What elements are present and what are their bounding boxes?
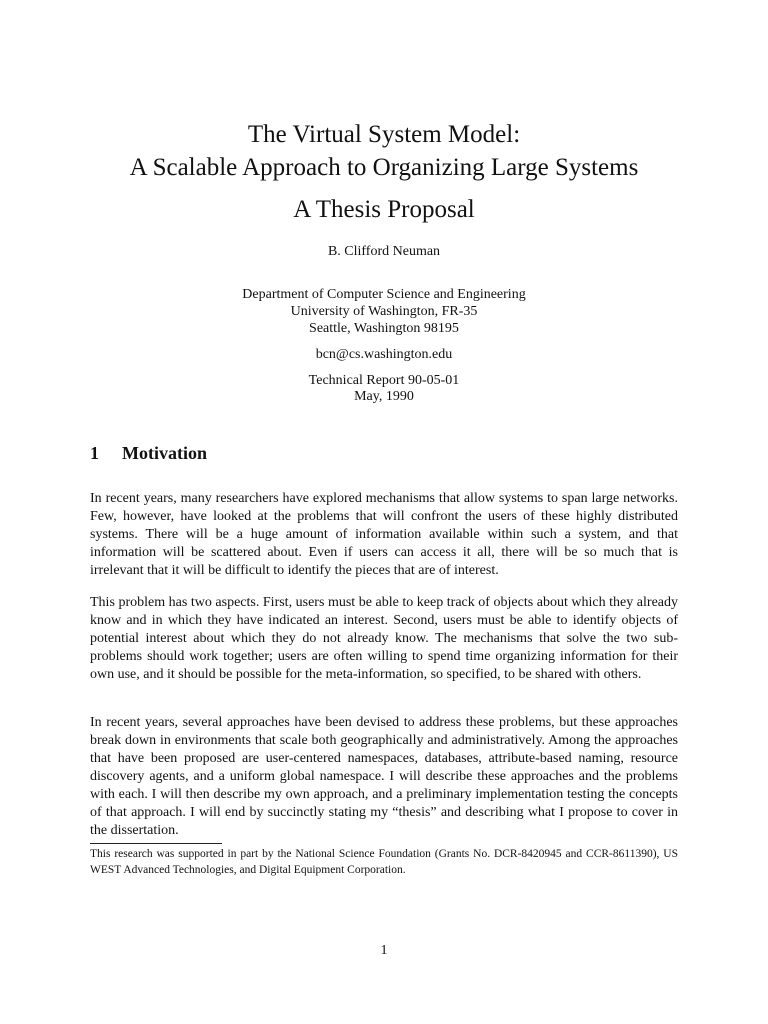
subtitle: A Thesis Proposal [293, 196, 475, 223]
report-number: Technical Report 90-05-01 [308, 373, 460, 388]
title-line-2: A Scalable Approach to Organizing Large Systems [129, 154, 639, 181]
title-line-1: The Virtual System Model: [247, 121, 521, 148]
email: bcn@cs.washington.edu [315, 347, 453, 362]
report-date: May, 1990 [354, 389, 414, 404]
paragraph-3: In recent years, several approaches have been devised to address these problems, but these approaches break down in environments that scale both geographically and administratively. Among the approaches that have been proposed are user-centered namespaces, databases, attribute-based naming, resource discovery agents, and a uniform global namespace. I will describe these approaches and the problems with each. I will then describe my own approach, and a preliminary implementation testing the concepts of that approach. I will end by succinctly stating my “thesis” and describing what I propose to cover in the dissertation. [90, 715, 678, 838]
affiliation-department: Department of Computer Science and Engineering [242, 287, 526, 302]
section-heading [90, 441, 207, 465]
author: B. Clifford Neuman [327, 244, 441, 259]
section-title: Motivation [122, 443, 207, 463]
footnote-rule [90, 843, 222, 844]
footnote: This research was supported in part by the National Science Foundation (Grants No. DCR-8420945 and CCR-8611390), US WEST Advanced Technologies, and Digital Equipment Corporation. [90, 848, 678, 876]
paragraph-2: This problem has two aspects. First, users must be able to keep track of objects about which they already know and in which they have indicated an interest. Second, users must be able to identify objects of potential interest about which they do not already know. The mechanisms that solve the two sub-problems should work together; users are often willing to spend time organizing information for their own use, and it should be possible for the meta-information, so specified, to be shared with others. [90, 595, 678, 682]
paragraph-1: In recent years, many researchers have explored mechanisms that allow systems to span large networks. Few, however, have looked at the problems that will confront the users of these highly distributed systems. There will be a huge amount of information available within such a system, and that information will be scattered about. Even if users can access it all, there will be so much that is irrelevant that it will be difficult to identify the pieces that are of interest. [90, 491, 678, 578]
affiliation-city: Seattle, Washington 98195 [309, 321, 459, 336]
page-number: 1 [380, 943, 388, 958]
affiliation-university: University of Washington, FR-35 [290, 304, 478, 319]
section-number: 1 [90, 443, 99, 463]
